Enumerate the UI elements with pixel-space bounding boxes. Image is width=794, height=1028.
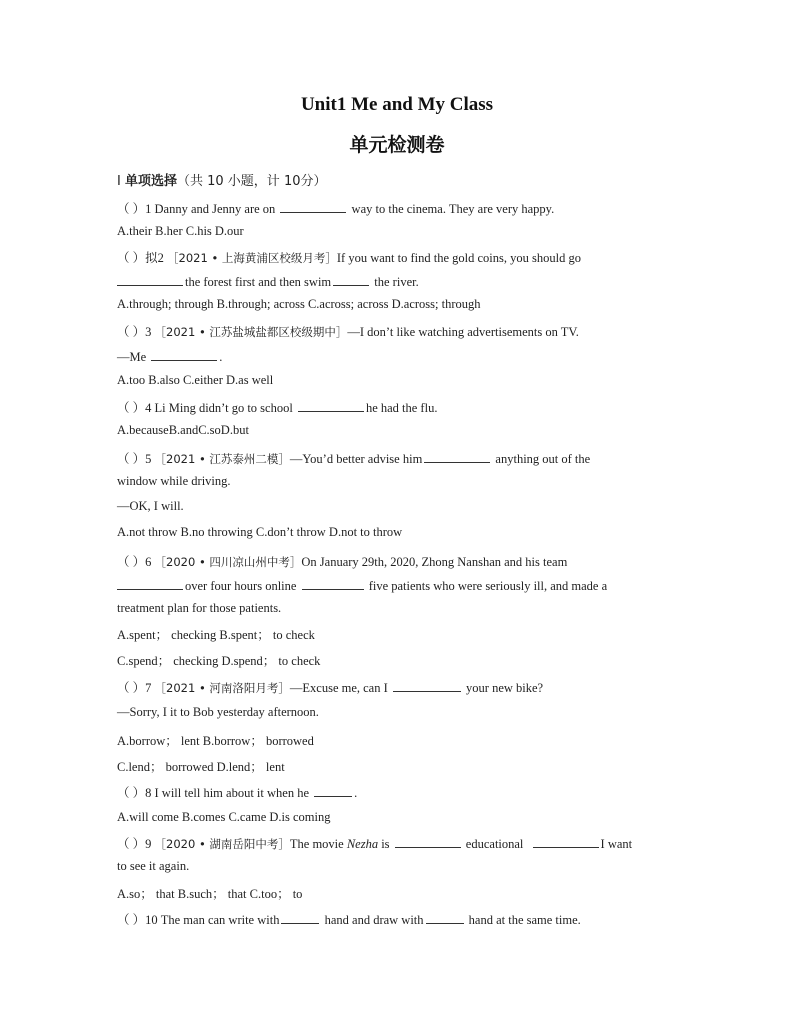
answer-blank xyxy=(151,348,217,361)
answer-blank xyxy=(395,835,461,848)
section-heading xyxy=(117,170,326,189)
answer-blank xyxy=(533,835,599,848)
question-7-reply: —Sorry, I it to Bob yesterday afternoon. xyxy=(117,705,319,719)
question-7-options-2: C.lend； borrowed D.lend； lent xyxy=(117,760,285,774)
answer-blank xyxy=(314,784,352,797)
question-2-stem-cont: the forest first and then swim the river. xyxy=(117,273,419,290)
question-6-options-1: A.spent； checking B.spent； to check xyxy=(117,628,315,642)
question-5-reply: —OK, I will. xyxy=(117,499,184,513)
question-3-options: A.too B.also C.either D.as well xyxy=(117,373,274,387)
section-numeral: Ⅰ xyxy=(117,174,121,189)
question-7-stem: （ ）7 ［2021 • 河南洛阳月考］—Excuse me, can I your new bike? xyxy=(117,681,544,695)
answer-blank xyxy=(424,450,490,463)
question-source: ［2021 • 江苏盐城盐都区校级期中］ xyxy=(154,325,348,339)
answer-blank xyxy=(426,911,464,924)
document-title: Unit1 Me and My Class xyxy=(300,94,494,115)
document-subtitle: 单元检测卷 xyxy=(349,134,445,156)
question-6-options-2: C.spend； checking D.spend； to check xyxy=(117,654,321,668)
answer-blank xyxy=(393,679,461,692)
question-source: ［2021 • 江苏泰州二模］ xyxy=(154,452,290,466)
answer-blank xyxy=(280,200,346,213)
answer-blank xyxy=(302,577,364,590)
question-6-stem-end: treatment plan for those patients. xyxy=(117,601,282,615)
question-3-stem-cont: —Me . xyxy=(117,350,223,364)
question-source: ［2021 • 河南洛阳月考］ xyxy=(154,681,290,695)
question-4-stem: （ ）4 Li Ming didn’t go to school he had the flu. xyxy=(117,401,438,415)
question-4-options: A.becauseB.andC.soD.but xyxy=(117,423,249,437)
movie-title: Nezha xyxy=(346,837,379,851)
question-9-stem: （ ）9 ［2020 • 湖南岳阳中考］The movie Nezha is educational I want xyxy=(117,837,633,851)
answer-blank xyxy=(333,273,369,286)
question-10-stem: （ ）10 The man can write with hand and draw with hand at the same time. xyxy=(117,913,581,927)
question-1-stem: （ ）1 Danny and Jenny are on way to the cinema. They are very happy. xyxy=(117,202,555,216)
question-5-stem-cont: window while driving. xyxy=(117,474,231,488)
question-5-stem: （ ）5 ［2021 • 江苏泰州二模］—You’d better advise him anything out of the xyxy=(117,452,591,466)
question-source: ［2020 • 四川凉山州中考］ xyxy=(154,555,302,569)
answer-blank xyxy=(281,911,319,924)
question-3-stem: （ ）3 ［2021 • 江苏盐城盐都区校级期中］—I don’t like watching advertisements on TV. xyxy=(117,325,579,339)
question-6-stem: （ ）6 ［2020 • 四川凉山州中考］On January 29th, 2020, Zhong Nanshan and his team xyxy=(117,555,568,569)
answer-blank xyxy=(117,273,183,286)
answer-blank xyxy=(298,399,364,412)
question-6-stem-cont: over four hours online five patients who were seriously ill, and made a xyxy=(117,577,607,594)
question-9-options: A.so； that B.such； that C.too； to xyxy=(117,887,303,901)
question-source: ［2020 • 湖南岳阳中考］ xyxy=(154,837,290,851)
question-1-options: A.their B.her C.his D.our xyxy=(117,224,244,238)
question-5-options: A.not throw B.no throwing C.don’t throw D.not to throw xyxy=(117,525,403,539)
section-note: （共 10 小题，计 10分） xyxy=(177,174,327,189)
question-9-stem-cont: to see it again. xyxy=(117,859,190,873)
question-source: ［2021 • 上海黄浦区校级月考］ xyxy=(167,251,337,265)
question-8-stem: （ ）8 I will tell him about it when he . xyxy=(117,786,358,800)
question-7-options-1: A.borrow； lent B.borrow； borrowed xyxy=(117,734,314,748)
answer-blank xyxy=(117,577,183,590)
question-2-options: A.through; through B.through; across C.across; across D.across; through xyxy=(117,297,481,311)
section-title: 单项选择 xyxy=(124,174,177,189)
question-8-options: A.will come B.comes C.came D.is coming xyxy=(117,810,331,824)
question-2-stem: （ ）拟2 ［2021 • 上海黄浦区校级月考］If you want to find the gold coins, you should go xyxy=(117,251,581,265)
